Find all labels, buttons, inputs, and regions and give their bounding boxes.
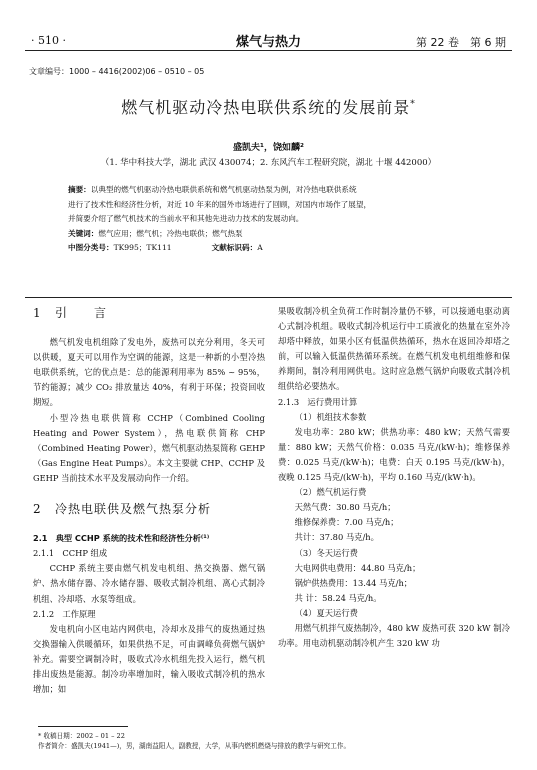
- left-column: [33, 304, 265, 697]
- list-item: （1）机组技术参数: [294, 411, 367, 422]
- abstract-text: 以典型的燃气机驱动冷热电联供系统和燃气机驱动热泵为例，对冷热电联供系统: [90, 185, 357, 194]
- cost-line: 天然气费：30.80 马克/h；: [294, 502, 396, 513]
- paragraph: 果吸收制冷机全负荷工作时制冷量仍不够，可以接通电驱动离心式制冷机组。吸收式制冷机运行中工质液化的热量在室外冷却塔中释放，如果小区有低温供热循环，热水在返回冷却塔之前，可以输入低温供热循环系统。在燃气机发电机组维修和保养期间，制冷利用网供电。这时应急燃气锅炉向吸收式制冷机组供给必要热水。: [278, 306, 510, 392]
- list-item: （4）夏天运行费: [294, 607, 358, 618]
- clc-text: TK995；TK111: [113, 243, 172, 253]
- abstract-line-3: 并简要介绍了燃气机技术的当前水平和其他先进动力技术的发展动向。: [68, 214, 304, 224]
- author-bio: 作者简介：盛凯夫(1941—)，男，湖南益阳人，副教授，大学，从事内燃机燃烧与排放的教学与研究工作。: [38, 742, 351, 750]
- doc-code-text: A: [257, 243, 263, 253]
- title-footnote-mark: *: [410, 99, 416, 110]
- list-item: （3）冬天运行费: [294, 547, 358, 558]
- paragraph: 发电机向小区电站内网供电，冷却水及排气的废热通过热交换器输入供暖循环，如果供热不足，可由调峰负荷燃气锅炉补充。需要空调制冷时，吸收式冷水机组先投入运行，燃气机排出废热是能源。制冷功率增加时，输入吸收式制冷机的热水增加；如: [33, 623, 265, 695]
- cost-line: 共 计：58.24 马克/h。: [294, 592, 382, 603]
- abstract-label: 摘要：: [68, 185, 91, 194]
- section-1-heading: [33, 306, 265, 321]
- article-number: 文章编号：1000 – 4416(2002)06 – 0510 – 05: [29, 67, 205, 76]
- abstract-line-1: [68, 183, 466, 198]
- section-number: 2: [33, 502, 42, 517]
- received-date: * 收稿日期：2002 – 01 – 22: [38, 732, 125, 740]
- section-2-heading: [33, 502, 265, 517]
- abstract-block: [68, 183, 466, 256]
- right-column: [278, 304, 510, 651]
- paragraph: 发电功率：280 kW；供热功率：480 kW；天然气需要量：880 kW；天然气价格：0.035 马克/(kW·h)；维修保养费：0.025 马克/(kW·h)；电费：白天 0.195 马克/(kW·h)，夜晚 0.125 马克/(kW·h)，平均 0.160 马克/(kW·h)。: [278, 426, 510, 483]
- keywords-text: 燃气应用；燃气机；冷热电联供；燃气热泵: [98, 228, 243, 238]
- subsubsection-heading: 2.1.3 运行费用计算: [278, 396, 358, 407]
- subsection-heading: 2.1 典型 CCHP 系统的技术性和经济性分析⁽¹⁾: [33, 533, 210, 544]
- list-item: （2）燃气机运行费: [294, 487, 367, 498]
- paragraph: 用燃气机拌气废热制冷，480 kW 废热可获 320 kW 制冷功率。用电动机驱动制冷机产生 320 kW 功: [278, 622, 510, 649]
- cost-line: 大电网供电费用：44.80 马克/h；: [294, 562, 421, 573]
- paragraph: 燃气机发电机组除了发电外，废热可以充分利用，冬天可以供暖，夏天可以用作为空调的能源，这是一种新的小型冷热电联供系统，它的优点是：总的能源利用率为 85% ~ 95%，节约能源；减少 CO₂ 排放量达 40%，有利于环保；投资回收期短。: [33, 337, 265, 408]
- cost-line: 维修保养费：7.00 马克/h；: [294, 517, 399, 528]
- title-text: 燃气机驱动冷热电联供系统的发展前景: [121, 98, 411, 117]
- header-rule: [25, 50, 512, 51]
- cost-line: 共计：37.80 马克/h。: [294, 532, 379, 543]
- footnote-rule: [38, 726, 128, 727]
- affiliation: （1. 华中科技大学，湖北 武汉 430074；2. 东风汽车工程研究院，湖北 十堰 442000）: [100, 158, 437, 168]
- keywords-label: 关键词：: [68, 228, 99, 238]
- section-number: 1: [33, 306, 42, 320]
- clc-label: 中图分类号：: [68, 243, 114, 253]
- authors: 盛凯夫¹，饶如麟²: [233, 143, 304, 153]
- volume-issue: 第 22 卷 第 6 期: [416, 36, 506, 49]
- paragraph: CCHP 系统主要由燃气机发电机组、热交换器、燃气锅炉、热水储存器、冷水储存器、吸收式制冷机组、离心式制冷机组、冷却塔、水泵等组成。: [33, 563, 265, 604]
- page-number: · 510 ·: [31, 34, 66, 47]
- section-title: 冷热电联供及燃气热泵分析: [55, 502, 212, 517]
- journal-name: 煤气与热力: [235, 35, 301, 50]
- running-header: [25, 30, 512, 50]
- abstract-rule: [25, 297, 512, 298]
- section-title: 引 言: [55, 306, 108, 320]
- article-title: [0, 95, 537, 118]
- subsubsection-heading: 2.1.1 CCHP 组成: [33, 548, 108, 559]
- cost-line: 锅炉供热费用：13.44 马克/h；: [294, 577, 413, 588]
- keywords: [68, 227, 466, 242]
- footnote: [38, 731, 350, 751]
- paragraph: 小型冷热电联供简称 CCHP（Combined Cooling Heating and Power System），热电联供简称 CHP（Combined Heating Power），燃气机驱动热泵简称 GEHP（Gas Engine Heat Pumps）。本文主要就 CHP、CCHP 及 GEHP 当前技术水平及发展动向作一介绍。: [33, 412, 265, 483]
- abstract-line-2: 进行了技术性和经济性分析，对近 10 年来的国外市场进行了回顾，对国内市场作了展望，: [68, 199, 372, 209]
- classification: [68, 241, 466, 256]
- doc-code-label: 文献标识码：: [211, 243, 258, 253]
- subsubsection-heading: 2.1.2 工作原理: [33, 608, 96, 619]
